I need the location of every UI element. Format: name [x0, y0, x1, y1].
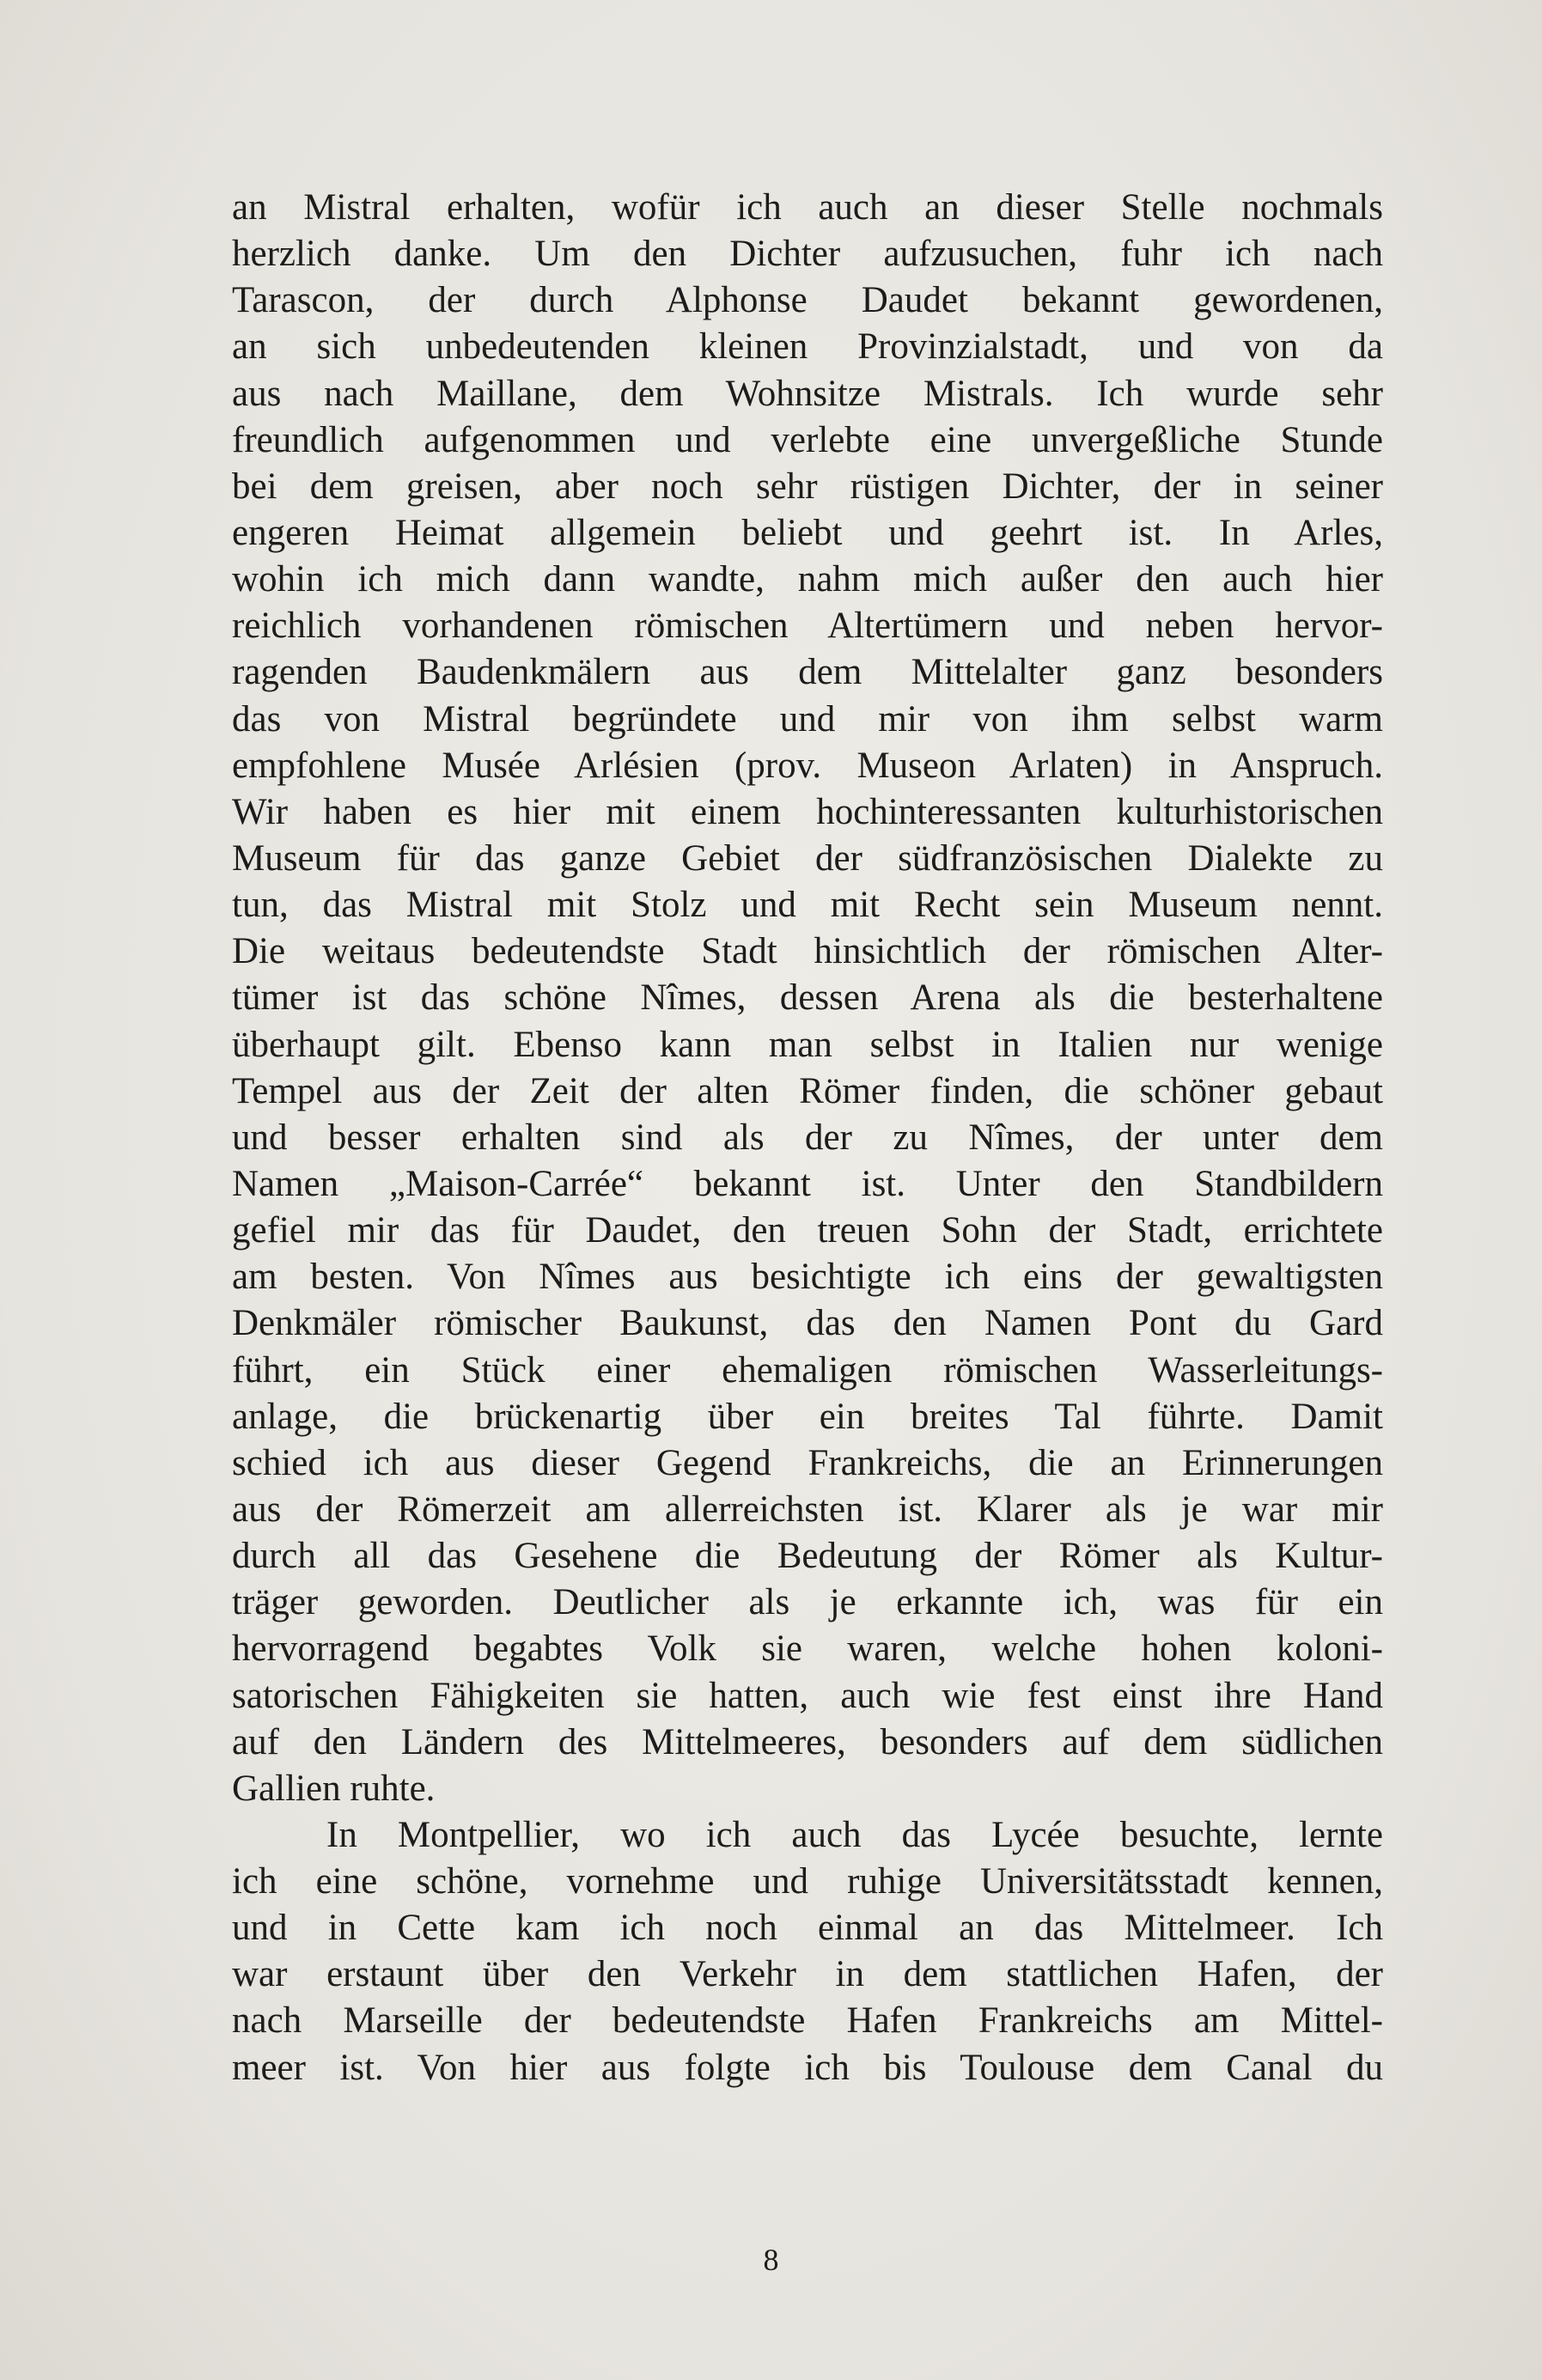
text-line: nach Marseille der bedeutendste Hafen Frankreichs am Mittel- [232, 2000, 1383, 2042]
text-line: und besser erhalten sind als der zu Nîmes, der unter dem [232, 1117, 1383, 1158]
text-line: empfohlene Musée Arlésien (prov. Museon Arlaten) in Anspruch. [232, 745, 1383, 786]
text-line: Denkmäler römischer Baukunst, das den Namen Pont du Gard [232, 1303, 1383, 1344]
text-line: herzlich danke. Um den Dichter aufzusuchen, fuhr ich nach [232, 234, 1383, 275]
text-line: aus der Römerzeit am allerreichsten ist. Klarer als je war mir [232, 1488, 1383, 1530]
text-line: In Montpellier, wo ich auch das Lycée besuchte, lernte [326, 1814, 1383, 1855]
text-line: schied ich aus dieser Gegend Frankreichs, die an Erinnerungen [232, 1442, 1383, 1483]
text-line: das von Mistral begründete und mir von ihm selbst warm [232, 698, 1383, 740]
text-line: reichlich vorhandenen römischen Altertümern und neben hervor- [232, 606, 1383, 647]
text-line: Wir haben es hier mit einem hochinteressanten kulturhistorischen [232, 791, 1383, 832]
text-line: freundlich aufgenommen und verlebte eine unvergeßliche Stunde [232, 419, 1383, 460]
paragraph-1 [232, 185, 1383, 1812]
text-line: war erstaunt über den Verkehr in dem stattlichen Hafen, der [232, 1954, 1383, 1995]
text-line: meer ist. Von hier aus folgte ich bis Toulouse dem Canal du [232, 2047, 1383, 2088]
text-line: Tarascon, der durch Alphonse Daudet bekannt gewordenen, [232, 280, 1383, 321]
text-line: und in Cette kam ich noch einmal an das Mittelmeer. Ich [232, 1908, 1383, 1949]
text-line: Namen „Maison-Carrée“ bekannt ist. Unter den Standbildern [232, 1163, 1383, 1204]
text-line: satorischen Fähigkeiten sie hatten, auch wie fest einst ihre Hand [232, 1675, 1383, 1716]
text-line: Tempel aus der Zeit der alten Römer finden, die schöner gebaut [232, 1070, 1383, 1111]
text-line: engeren Heimat allgemein beliebt und geehrt ist. In Arles, [232, 512, 1383, 553]
text-line: führt, ein Stück einer ehemaligen römischen Wasserleitungs- [232, 1349, 1383, 1391]
text-line: an Mistral erhalten, wofür ich auch an dieser Stelle nochmals [232, 187, 1383, 228]
text-line: ragenden Baudenkmälern aus dem Mittelalter ganz besonders [232, 652, 1383, 693]
text-line: durch all das Gesehene die Bedeutung der Römer als Kultur- [232, 1536, 1383, 1577]
text-line: ich eine schöne, vornehme und ruhige Universitätsstadt kennen, [232, 1861, 1383, 1902]
text-line: wohin ich mich dann wandte, nahm mich außer den auch hier [232, 559, 1383, 600]
text-line: Gallien ruhte. [232, 1768, 436, 1809]
paragraph-2 [232, 1812, 1383, 2091]
text-line: gefiel mir das für Daudet, den treuen Sohn der Stadt, errichtete [232, 1210, 1383, 1251]
page-number: 8 [763, 2243, 779, 2277]
text-line: aus nach Maillane, dem Wohnsitze Mistrals. Ich wurde sehr [232, 373, 1383, 414]
text-line: an sich unbedeutenden kleinen Provinzialstadt, und von da [232, 326, 1383, 368]
text-line: anlage, die brückenartig über ein breites Tal führte. Damit [232, 1396, 1383, 1437]
text-line: bei dem greisen, aber noch sehr rüstigen Dichter, der in seiner [232, 466, 1383, 507]
text-line: überhaupt gilt. Ebenso kann man selbst in Italien nur wenige [232, 1024, 1383, 1065]
text-line: tümer ist das schöne Nîmes, dessen Arena als die besterhaltene [232, 977, 1383, 1019]
text-line: hervorragend begabtes Volk sie waren, welche hohen koloni- [232, 1628, 1383, 1670]
text-line: Die weitaus bedeutendste Stadt hinsichtlich der römischen Alter- [232, 931, 1383, 972]
text-line: tun, das Mistral mit Stolz und mit Recht sein Museum nennt. [232, 885, 1383, 926]
text-line: Museum für das ganze Gebiet der südfranzösischen Dialekte zu [232, 837, 1383, 879]
text-line: am besten. Von Nîmes aus besichtigte ich eins der gewaltigsten [232, 1257, 1383, 1298]
text-line: auf den Ländern des Mittelmeeres, besonders auf dem südlichen [232, 1721, 1383, 1762]
text-line: träger geworden. Deutlicher als je erkannte ich, was für ein [232, 1582, 1383, 1623]
body-text [232, 185, 1383, 2091]
